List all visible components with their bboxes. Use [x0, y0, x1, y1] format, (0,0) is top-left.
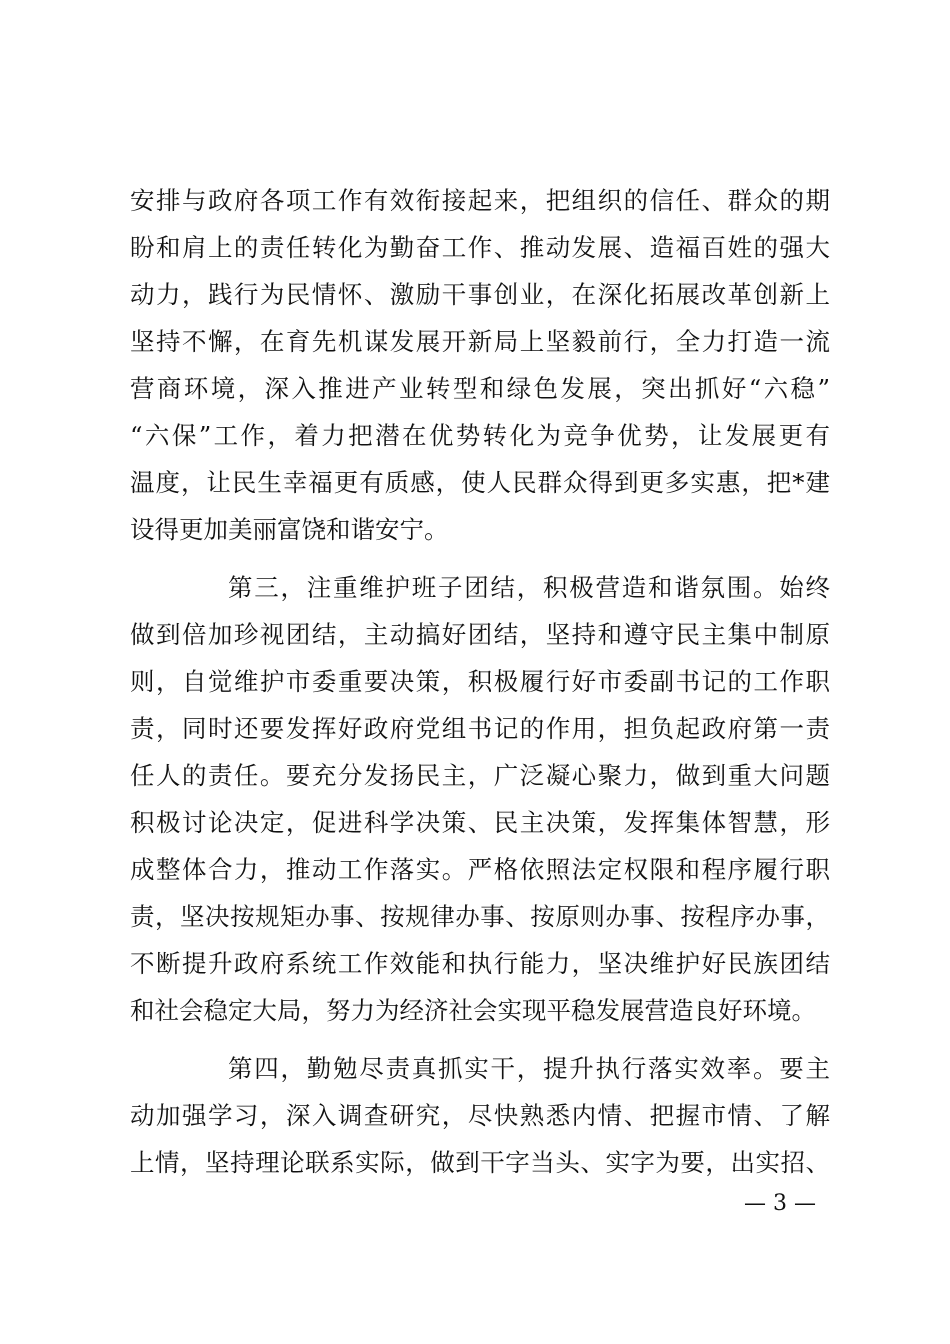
- paragraph-1: [130, 177, 830, 553]
- text-line: 做到倍加珍视团结，主动搞好团结，坚持和遵守民主集中制原: [130, 620, 830, 649]
- text-line: 责，坚决按规矩办事、按规律办事、按原则办事、按程序办事，: [130, 902, 830, 931]
- text-line: 温度，让民生幸福更有质感，使人民群众得到更多实惠，把*建: [130, 468, 830, 497]
- text-line: 不断提升政府系统工作效能和执行能力，坚决维护好民族团结: [130, 949, 830, 978]
- text-line: 第三，注重维护班子团结，积极营造和谐氛围。始终: [228, 573, 830, 602]
- text-line: 设得更加美丽富饶和谐安宁。: [130, 515, 449, 544]
- text-line: 动加强学习，深入调查研究，尽快熟悉内情、把握市情、了解: [130, 1101, 830, 1130]
- text-line: 盼和肩上的责任转化为勤奋工作、推动发展、造福百姓的强大: [130, 233, 830, 262]
- paragraph-2: [130, 564, 830, 1034]
- paragraph-3: [130, 1045, 830, 1186]
- body-text: [130, 177, 830, 1186]
- text-line: 安排与政府各项工作有效衔接起来，把组织的信任、群众的期: [130, 186, 830, 215]
- text-line: 责，同时还要发挥好政府党组书记的作用，担负起政府第一责: [130, 714, 830, 743]
- text-line: 动力，践行为民情怀、激励干事创业，在深化拓展改革创新上: [130, 280, 830, 309]
- text-line: “六保”工作，着力把潜在优势转化为竞争优势，让发展更有: [130, 421, 830, 450]
- text-line: 任人的责任。要充分发扬民主，广泛凝心聚力，做到重大问题: [130, 761, 830, 790]
- text-line: 上情，坚持理论联系实际，做到干字当头、实字为要，出实招、: [130, 1148, 830, 1177]
- text-line: 坚持不懈，在育先机谋发展开新局上坚毅前行，全力打造一流: [130, 327, 830, 356]
- text-line: 第四，勤勉尽责真抓实干，提升执行落实效率。要主: [228, 1054, 830, 1083]
- page-number: — 3 —: [744, 1191, 816, 1216]
- text-line: 则，自觉维护市委重要决策，积极履行好市委副书记的工作职: [130, 667, 830, 696]
- text-line: 营商环境，深入推进产业转型和绿色发展，突出抓好“六稳”: [130, 374, 830, 403]
- text-line: 和社会稳定大局，努力为经济社会实现平稳发展营造良好环境。: [130, 996, 816, 1025]
- text-line: 积极讨论决定，促进科学决策、民主决策，发挥集体智慧，形: [130, 808, 830, 837]
- text-line: 成整体合力，推动工作落实。严格依照法定权限和程序履行职: [130, 855, 830, 884]
